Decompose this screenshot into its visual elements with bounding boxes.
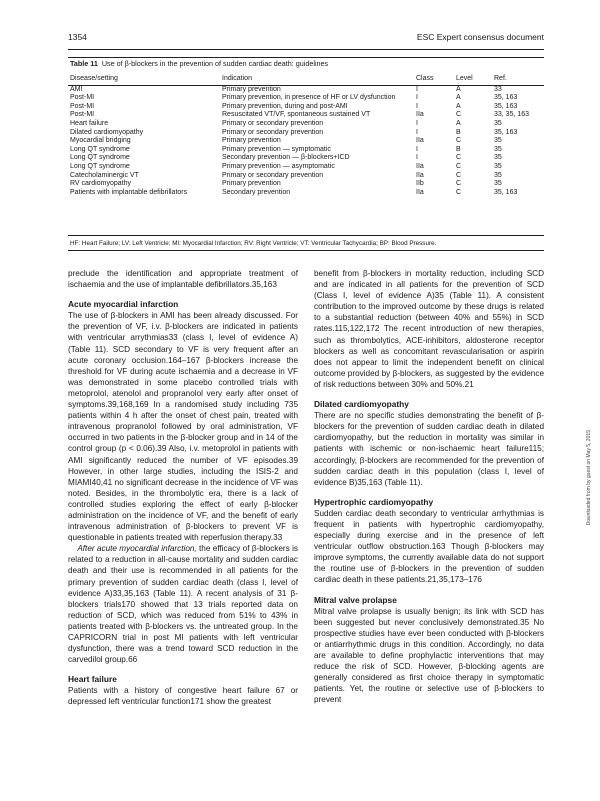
table-cell: Myocardial bridging — [70, 137, 131, 145]
table-cell: Primary prevention, during and post-AMI — [222, 102, 348, 110]
page-header — [68, 32, 544, 46]
table-cell: 33 — [494, 85, 502, 93]
table-cell: Long QT syndrome — [70, 162, 130, 170]
table-cell: IIa — [416, 111, 424, 119]
table-row — [68, 146, 544, 155]
section-heading-ami: Acute myocardial infarction — [68, 299, 179, 310]
table-cell: C — [456, 137, 462, 145]
table-body — [68, 85, 544, 197]
table-cell: 35, 163 — [494, 128, 518, 136]
table-cell: Primary or secondary prevention — [222, 128, 324, 136]
table-cell: 35 — [494, 137, 502, 145]
table-cell: 35, 163 — [494, 94, 518, 102]
table-cell: A — [456, 102, 461, 110]
table-cell: IIa — [416, 171, 424, 179]
table-cell: Post-MI — [70, 111, 95, 119]
table-row — [68, 180, 544, 189]
table-cell: 35 — [494, 145, 502, 153]
table-cell: Primary or secondary prevention — [222, 119, 324, 127]
table-cell: C — [456, 188, 462, 196]
table-cell: A — [456, 85, 461, 93]
table-cell: Secondary prevention — β-blockers+ICD — [222, 154, 350, 162]
ami-paragraph-2-text: the efficacy of β-blockers is related to a reduction in all-cause mortality and sudden cardiac death and their use is recommended in all patients for the primary prevention of sudden cardiac death (class I, level of evidence A)33,35,163 (Table 11). A recent analysis of 31 β-blockers trials170 showed that 13 trials reported data on reduction of SCD, which was reduced from 51% to 43% in patients treated with β-blockers vs. the untreated group. In the CAPRICORN trial in post MI patients with left ventricular dysfunction, there was a trend toward SCD reduction in the carvedilol group.66 — [68, 544, 298, 665]
journal-title: ESC Expert consensus document — [416, 32, 544, 42]
table-cell: 35, 163 — [494, 188, 518, 196]
table-footnote: HF: Heart Failure; LV: Left Ventricle; MI: Myocardial Infarction; RV: Right Ventricle; VT: Ventricular Tachycardia; BP: Blood Pressure. — [70, 240, 437, 247]
table-cell: A — [456, 94, 461, 102]
column-header: Disease/setting — [68, 73, 220, 85]
table-cell: Long QT syndrome — [70, 154, 130, 162]
table-end-rule — [68, 250, 544, 251]
table-title — [70, 59, 328, 68]
dcm-paragraph: There are no specific studies demonstrating the benefit of β-blockers for the prevention of sudden cardiac death in dilated cardiomyopathy, but the reduction in mortality was similar in patients with ischemic or non-ischaemic heart failure115; accordingly, β-blockers are recommended for the prevention of sudden cardiac death in this population (class I, level of evidence B)35,163 (Table 11). — [314, 411, 544, 487]
section-heading-mvp: Mitral valve prolapse — [314, 594, 397, 605]
hcm-paragraph: Sudden cardiac death secondary to ventricular arrhythmias is frequent in patients with hypertrophic cardiomyopathy, especially during exercise and in the presence of left ventricular outflow obstruction.163 Though β-blockers may improve symptoms, the currently available data do not support the routine use of β-blockers in the prevention of sudden cardiac death in these patients.21,35,173–176 — [314, 508, 544, 585]
table-cell: IIb — [416, 180, 424, 188]
table-cell: IIa — [416, 137, 424, 145]
header-rule — [68, 49, 544, 50]
table-label: Table 11 — [70, 59, 98, 68]
table-row — [68, 189, 544, 198]
table-row — [68, 129, 544, 138]
table-cell: Primary prevention, in presence of HF or LV dysfunction — [222, 94, 396, 102]
right-column — [314, 268, 544, 705]
table-cell: Secondary prevention — [222, 188, 291, 196]
table-cell: 35 — [494, 180, 502, 188]
table-row — [68, 137, 544, 146]
section-heading-dcm: Dilated cardiomyopathy — [314, 399, 409, 410]
table-cell: C — [456, 154, 462, 162]
table-cell: I — [416, 102, 418, 110]
table-cell: Primary prevention — [222, 85, 281, 93]
table-cell: Post-MI — [70, 94, 95, 102]
table-cell: Heart failure — [70, 119, 109, 127]
table-cell: Primary prevention — [222, 180, 281, 188]
ami-paragraph-1: The use of β-blockers in AMI has been already discussed. For the prevention of VF, i.v. β-blockers are indicated in patients with ventricular arrythmias33 (class I, level of evidence A) (Table 11). SCD secondary to VF is very frequent after an acute coronary occlusion.164–167 β-blockers increase the threshold for VF during acute ischaemia and a decrease in VF was demonstrated in some placebo controlled trials with metoprolol, atenolol and propranolol very early after onset of symptoms.39,168,169 In a randomised study including 735 patients within 4 h after the onset of chest pain, treated with intravenous propranolol followed by oral administration, VF occurred in two patients in the β-blocker group and in 14 of the control group (p < 0.06).39 Also, i.v. metoprolol in patients with AMI significantly reduced the number of VF episodes.39 However, in other large studies, including the ISIS-2 and MIAMI40,41 no significant decrease in the incidence of VF was noted. Besides, in the thrombolytic era, there is a lack of controlled studies exploring the effect of early β-blocker administration on the incidence of VF, and the benefit of early intravenous administration of β-blockers to prevent VF is questionable in patients treated with reperfusion therapy.33 — [68, 311, 298, 543]
left-column — [68, 268, 298, 708]
mvp-paragraph: Mitral valve prolapse is usually benign; its link with SCD has been suggested but never conclusively demonstrated.35 No prospective studies have ever been conducted with β-blockers or antiarrhythmic drugs in this condition. Accordingly, no data are available to define prophylactic interventions that may reduce the risk of SCD. However, β-blocking agents are generally considered as first choice therapy in symptomatic patients. Yet, the routine or selective use of β-blockers to prevent — [314, 606, 544, 705]
table-cell: Primary prevention — [222, 137, 281, 145]
table-cell: B — [456, 145, 461, 153]
table-row — [68, 172, 544, 181]
table-cell: C — [456, 171, 462, 179]
table-cell: Long QT syndrome — [70, 145, 130, 153]
column-header: Class — [414, 73, 454, 85]
table-cell: I — [416, 94, 418, 102]
ami-paragraph-2 — [68, 543, 298, 665]
table-cell: Catecholaminergic VT — [70, 171, 139, 179]
heart-failure-paragraph: Patients with a history of congestive heart failure 67 or depressed left ventricular function171 show the greatest — [68, 686, 298, 707]
table-cell: I — [416, 85, 418, 93]
table-cell: 35 — [494, 119, 502, 127]
table-cell: IIa — [416, 162, 424, 170]
table-cell: Primary prevention — asymptomatic — [222, 162, 335, 170]
table-row — [68, 103, 544, 112]
table-row — [68, 120, 544, 129]
section-heading-heart-failure: Heart failure — [68, 674, 117, 685]
table-row — [68, 111, 544, 120]
page-number: 1354 — [68, 32, 87, 42]
table-cell: 35 — [494, 162, 502, 170]
table-cell: Primary prevention — symptomatic — [222, 145, 331, 153]
table-cell: I — [416, 154, 418, 162]
table-top-rule — [68, 57, 544, 58]
table-row — [68, 94, 544, 103]
table-cell: Post-MI — [70, 102, 95, 110]
table-cell: AMI — [70, 85, 83, 93]
table-cell: 33, 35, 163 — [494, 111, 530, 119]
table-cell: I — [416, 145, 418, 153]
table-header-row — [68, 73, 544, 85]
table-caption: Use of β-blockers in the prevention of sudden cardiac death: guidelines — [101, 59, 329, 68]
table-cell: I — [416, 119, 418, 127]
ami-italic-lead: After acute myocardial infarction, — [77, 544, 197, 554]
table-row — [68, 85, 544, 94]
table-row — [68, 163, 544, 172]
column-header: Indication — [220, 73, 414, 85]
table-cell: A — [456, 119, 461, 127]
column-header: Level — [454, 73, 492, 85]
guidelines-table — [68, 73, 544, 197]
table-cell: 35 — [494, 171, 502, 179]
table-bottom-rule — [68, 235, 544, 236]
table-row — [68, 154, 544, 163]
table-cell: C — [456, 180, 462, 188]
table-cell: B — [456, 128, 461, 136]
table-cell: Dilated cardiomyopathy — [70, 128, 144, 136]
table-cell: Patients with implantable defibrillators — [70, 188, 188, 196]
table-cell: I — [416, 128, 418, 136]
table-cell: C — [456, 162, 462, 170]
table-cell: 35 — [494, 154, 502, 162]
table-cell: 35, 163 — [494, 102, 518, 110]
section-heading-hcm: Hypertrophic cardiomyopathy — [314, 496, 434, 507]
column-header: Ref. — [492, 73, 544, 85]
table-cell: C — [456, 111, 462, 119]
heart-failure-continued: benefit from β-blockers in mortality reduction, including SCD and are indicated in all patients for the prevention of SCD (Class I, level of evidence A)35 (Table 11). A consistent contribution to the improved outcome by these drugs is related to a substantial reduction (between 40% and 55%) in SCD rates.115,122,172 The recent introduction of new therapies, such as thrombolytics, ACE-inhibitors, aldosterone receptor blockers as well as concomitant revascularisation or aspirin does not appear to limit the independent benefit on clinical outcome provided by β-blockers, as suggested by the evidence of risk reductions between 30% and 50%.21 — [314, 269, 544, 389]
table-cell: IIa — [416, 188, 424, 196]
download-watermark: Downloaded from by guest on May 5, 2015 — [586, 430, 592, 526]
intro-paragraph: preclude the identification and appropriate treatment of ischaemia and the use of implantable defibrillators.35,163 — [68, 269, 298, 290]
table-cell: Resuscitated VT/VF, spontaneous sustained VT — [222, 111, 371, 119]
table-cell: RV cardiomyopathy — [70, 180, 131, 188]
table-cell: Primary or secondary prevention — [222, 171, 324, 179]
